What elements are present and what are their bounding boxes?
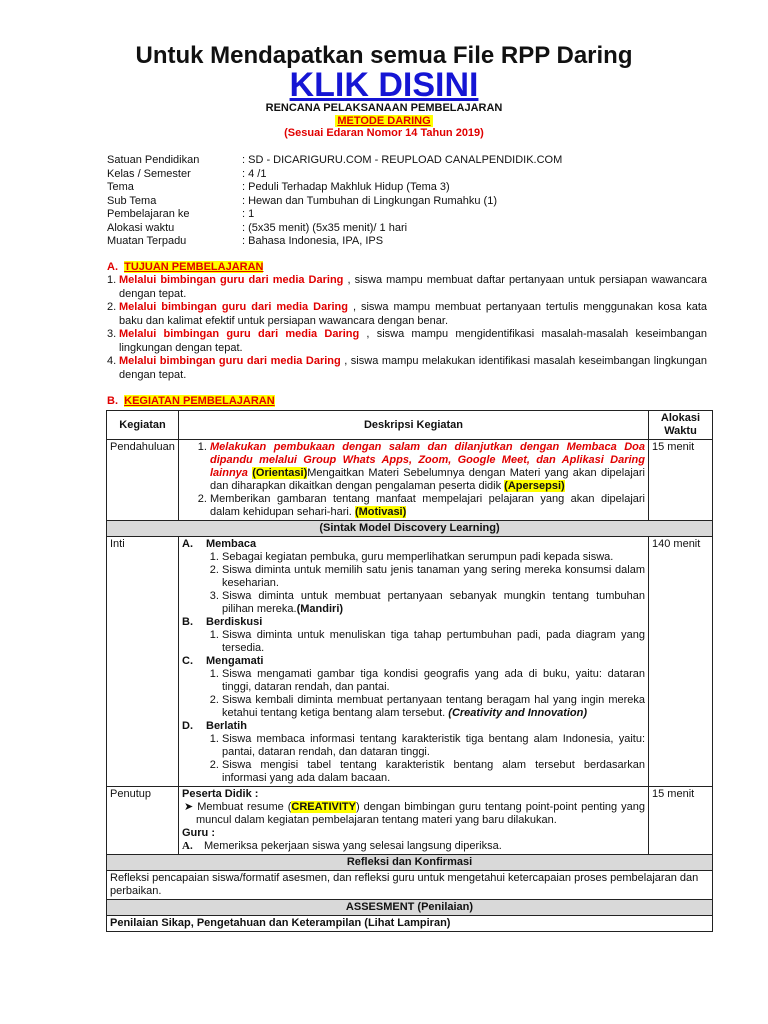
document-reference: (Sesuai Edaran Nomor 14 Tahun 2019): [284, 127, 484, 139]
header-alokasi: Alokasi Waktu: [649, 411, 713, 440]
section-a-heading: [107, 261, 263, 273]
objective-item: [107, 355, 707, 382]
apersepsi-text: Mengaitkan Materi Sebelumnya dengan Materi yang akan dipelajari dan diharapkan dikaitkan dengan pengalaman peserta didik: [210, 467, 645, 492]
row-label: Penutup: [107, 787, 179, 855]
sintak-heading: (Sintak Model Discovery Learning): [107, 521, 713, 537]
table-row-refleksi-head: [107, 855, 713, 871]
header-kegiatan: Kegiatan: [107, 411, 179, 440]
objective-number: 1.: [107, 274, 117, 286]
refleksi-text: Refleksi pencapaian siswa/formatif asesmen, dan refleksi guru untuk mengetahui ketercapaian proses pembelajaran dan perbaikan.: [107, 871, 713, 900]
section-b-title: KEGIATAN PEMBELAJARAN: [124, 395, 275, 407]
group-heading: C. Mengamati: [182, 655, 264, 667]
resume-bullet: ➤ Membuat resume (CREATIVITY) dengan bimbingan guru tentang point-point penting yang muncul dalam kegiatan pembelajaran tentang materi yang baru dilakukan.: [184, 801, 645, 826]
objective-number: 3.: [107, 328, 117, 340]
motivation-text: Memberikan gambaran tentang manfaat mempelajari pelajaran yang akan dipelajari dalam kehidupan sehari-hari.: [210, 493, 645, 518]
list-item: 1. Sebagai kegiatan pembuka, guru memperlihatkan serumpun padi kepada siswa.: [222, 551, 645, 564]
document-method: [0, 115, 768, 127]
identity-label: Muatan Terpadu: [107, 235, 187, 247]
row-label: Inti: [107, 537, 179, 787]
download-link[interactable]: KLIK DISINI: [289, 66, 479, 104]
group-heading: B. Berdiskusi: [182, 616, 263, 628]
tag-motivasi: (Motivasi): [354, 506, 407, 518]
objective-lead: Melalui bimbingan guru dari media Daring: [119, 274, 344, 286]
tag-creativity: CREATIVITY: [291, 801, 356, 813]
table-row-penutup: [107, 787, 713, 855]
table-row-pendahuluan: [107, 440, 713, 521]
section-b-heading: [107, 395, 275, 407]
objective-item: [107, 328, 707, 355]
row-label: Pendahuluan: [107, 440, 179, 521]
table-row-asesmen-head: [107, 900, 713, 916]
objective-text: , siswa mampu melakukan identifikasi masalah keseimbangan lingkungan dengan tepat.: [119, 355, 707, 381]
identity-value: : Hewan dan Tumbuhan di Lingkungan Rumahku (1): [242, 195, 497, 207]
identity-label: Satuan Pendidikan: [107, 154, 200, 166]
list-item: 1. Siswa mengamati gambar tiga kondisi geografis yang ada di buku, yaitu: dataran tinggi, dataran rendah, dan pantai.: [222, 668, 645, 694]
list-item: 2. Siswa mengisi tabel tentang karakteristik bentang alam tersebut berdasarkan informasi yang ada dalam bacaan.: [222, 759, 645, 785]
identity-label: Sub Tema: [107, 195, 157, 207]
method-label: METODE DARING: [337, 115, 431, 127]
row-time: 15 menit: [649, 440, 713, 521]
group-heading: D. Berlatih: [182, 720, 247, 732]
group-heading: A. Membaca: [182, 538, 257, 550]
row-description: [179, 787, 649, 855]
list-item: 1. Siswa membaca informasi tentang karakteristik tiga bentang alam Indonesia, yaitu: pantai, dataran rendah, dan dataran tinggi.: [222, 733, 645, 759]
objective-item: [107, 301, 707, 328]
document-title: RENCANA PELAKSANAAN PEMBELAJARAN: [265, 102, 503, 114]
identity-label: Pembelajaran ke: [107, 208, 190, 220]
header-deskripsi: Deskripsi Kegiatan: [179, 411, 649, 440]
asesmen-text: Penilaian Sikap, Pengetahuan dan Keterampilan (Lihat Lampiran): [107, 916, 713, 932]
objective-lead: Melalui bimbingan guru dari media Daring: [119, 328, 360, 340]
table-row-inti: [107, 537, 713, 787]
refleksi-heading: Refleksi dan Konfirmasi: [107, 855, 713, 871]
identity-value: : SD - DICARIGURU.COM - REUPLOAD CANALPENDIDIK.COM: [242, 154, 563, 166]
identity-value: : 1: [242, 208, 255, 220]
section-b-letter: B.: [107, 395, 118, 407]
identity-value: : (5x35 menit) (5x35 menit)/ 1 hari: [242, 222, 408, 234]
row-time: 15 menit: [649, 787, 713, 855]
tag-mandiri: (Mandiri): [296, 603, 344, 615]
asesmen-heading: ASSESMENT (Penilaian): [107, 900, 713, 916]
peserta-heading: Peserta Didik :: [182, 788, 259, 800]
arrow-bullet-icon: ➤: [184, 801, 194, 813]
tag-apersepsi: (Apersepsi): [504, 480, 565, 492]
identity-label: Alokasi waktu: [107, 222, 175, 234]
objective-text: , siswa mampu mengidentifikasi masalah-masalah keseimbangan lingkungan dengan tepat.: [119, 328, 707, 354]
activities-table: [106, 410, 713, 932]
identity-label: Kelas / Semester: [107, 168, 191, 180]
section-a-title: TUJUAN PEMBELAJARAN: [124, 261, 264, 273]
identity-value: : Bahasa Indonesia, IPA, IPS: [242, 235, 384, 247]
list-item: 2. Siswa kembali diminta membuat pertanyaan tentang beragam hal yang ingin mereka ketahui tentang ketiga bentang alam tersebut. (Creativity and Innovation): [222, 694, 645, 720]
objective-lead: Melalui bimbingan guru dari media Daring: [119, 301, 348, 313]
list-item: 1. Siswa diminta untuk menuliskan tiga tahap pertumbuhan padi, pada diagram yang tersedia.: [222, 629, 645, 655]
objective-item: [107, 274, 707, 301]
row-description: [179, 440, 649, 521]
identity-label: Tema: [107, 181, 134, 193]
promo-title: Untuk Mendapatkan semua File RPP Daring: [135, 42, 633, 69]
objective-text: , siswa mampu membuat daftar pertanyaan untuk persiapan wawancara dengan tepat.: [119, 274, 707, 300]
tag-orientasi: (Orientasi): [252, 467, 308, 479]
table-row-sintak: [107, 521, 713, 537]
objective-lead: Melalui bimbingan guru dari media Daring: [119, 355, 341, 367]
list-item: 3. Siswa diminta untuk membuat pertanyaan sebanyak mungkin tentang tumbuhan pilihan mereka.(Mandiri): [222, 590, 645, 616]
opening-activity: Melakukan pembukaan dengan salam dan dilanjutkan dengan Membaca Doa dipandu melalui Group Whats Apps, Zoom, Google Meet, dan Aplikasi Daring lainnya: [210, 441, 645, 479]
objective-number: 2.: [107, 301, 117, 313]
row-description: [179, 537, 649, 787]
row-time: 140 menit: [649, 537, 713, 787]
guru-heading: Guru :: [182, 827, 215, 839]
list-item: 2. Siswa diminta untuk memilih satu jenis tanaman yang sering mereka konsumsi dalam keseharian.: [222, 564, 645, 590]
objective-number: 4.: [107, 355, 117, 367]
section-a-letter: A.: [107, 261, 118, 273]
table-header-row: [107, 411, 713, 440]
identity-value: : Peduli Terhadap Makhluk Hidup (Tema 3): [242, 181, 450, 193]
table-row-refleksi: [107, 871, 713, 900]
identity-value: : 4 /1: [242, 168, 267, 180]
table-row-asesmen: [107, 916, 713, 932]
guru-item: A. Memeriksa pekerjaan siswa yang selesai langsung diperiksa.: [182, 840, 502, 852]
tag-creativity-innovation: (Creativity and Innovation): [448, 707, 588, 719]
objective-text: , siswa mampu membuat pertanyaan tertulis menggunakan kosa kata baku dan kalimat efektif untuk persiapan wawancara dengan benar.: [119, 301, 707, 327]
